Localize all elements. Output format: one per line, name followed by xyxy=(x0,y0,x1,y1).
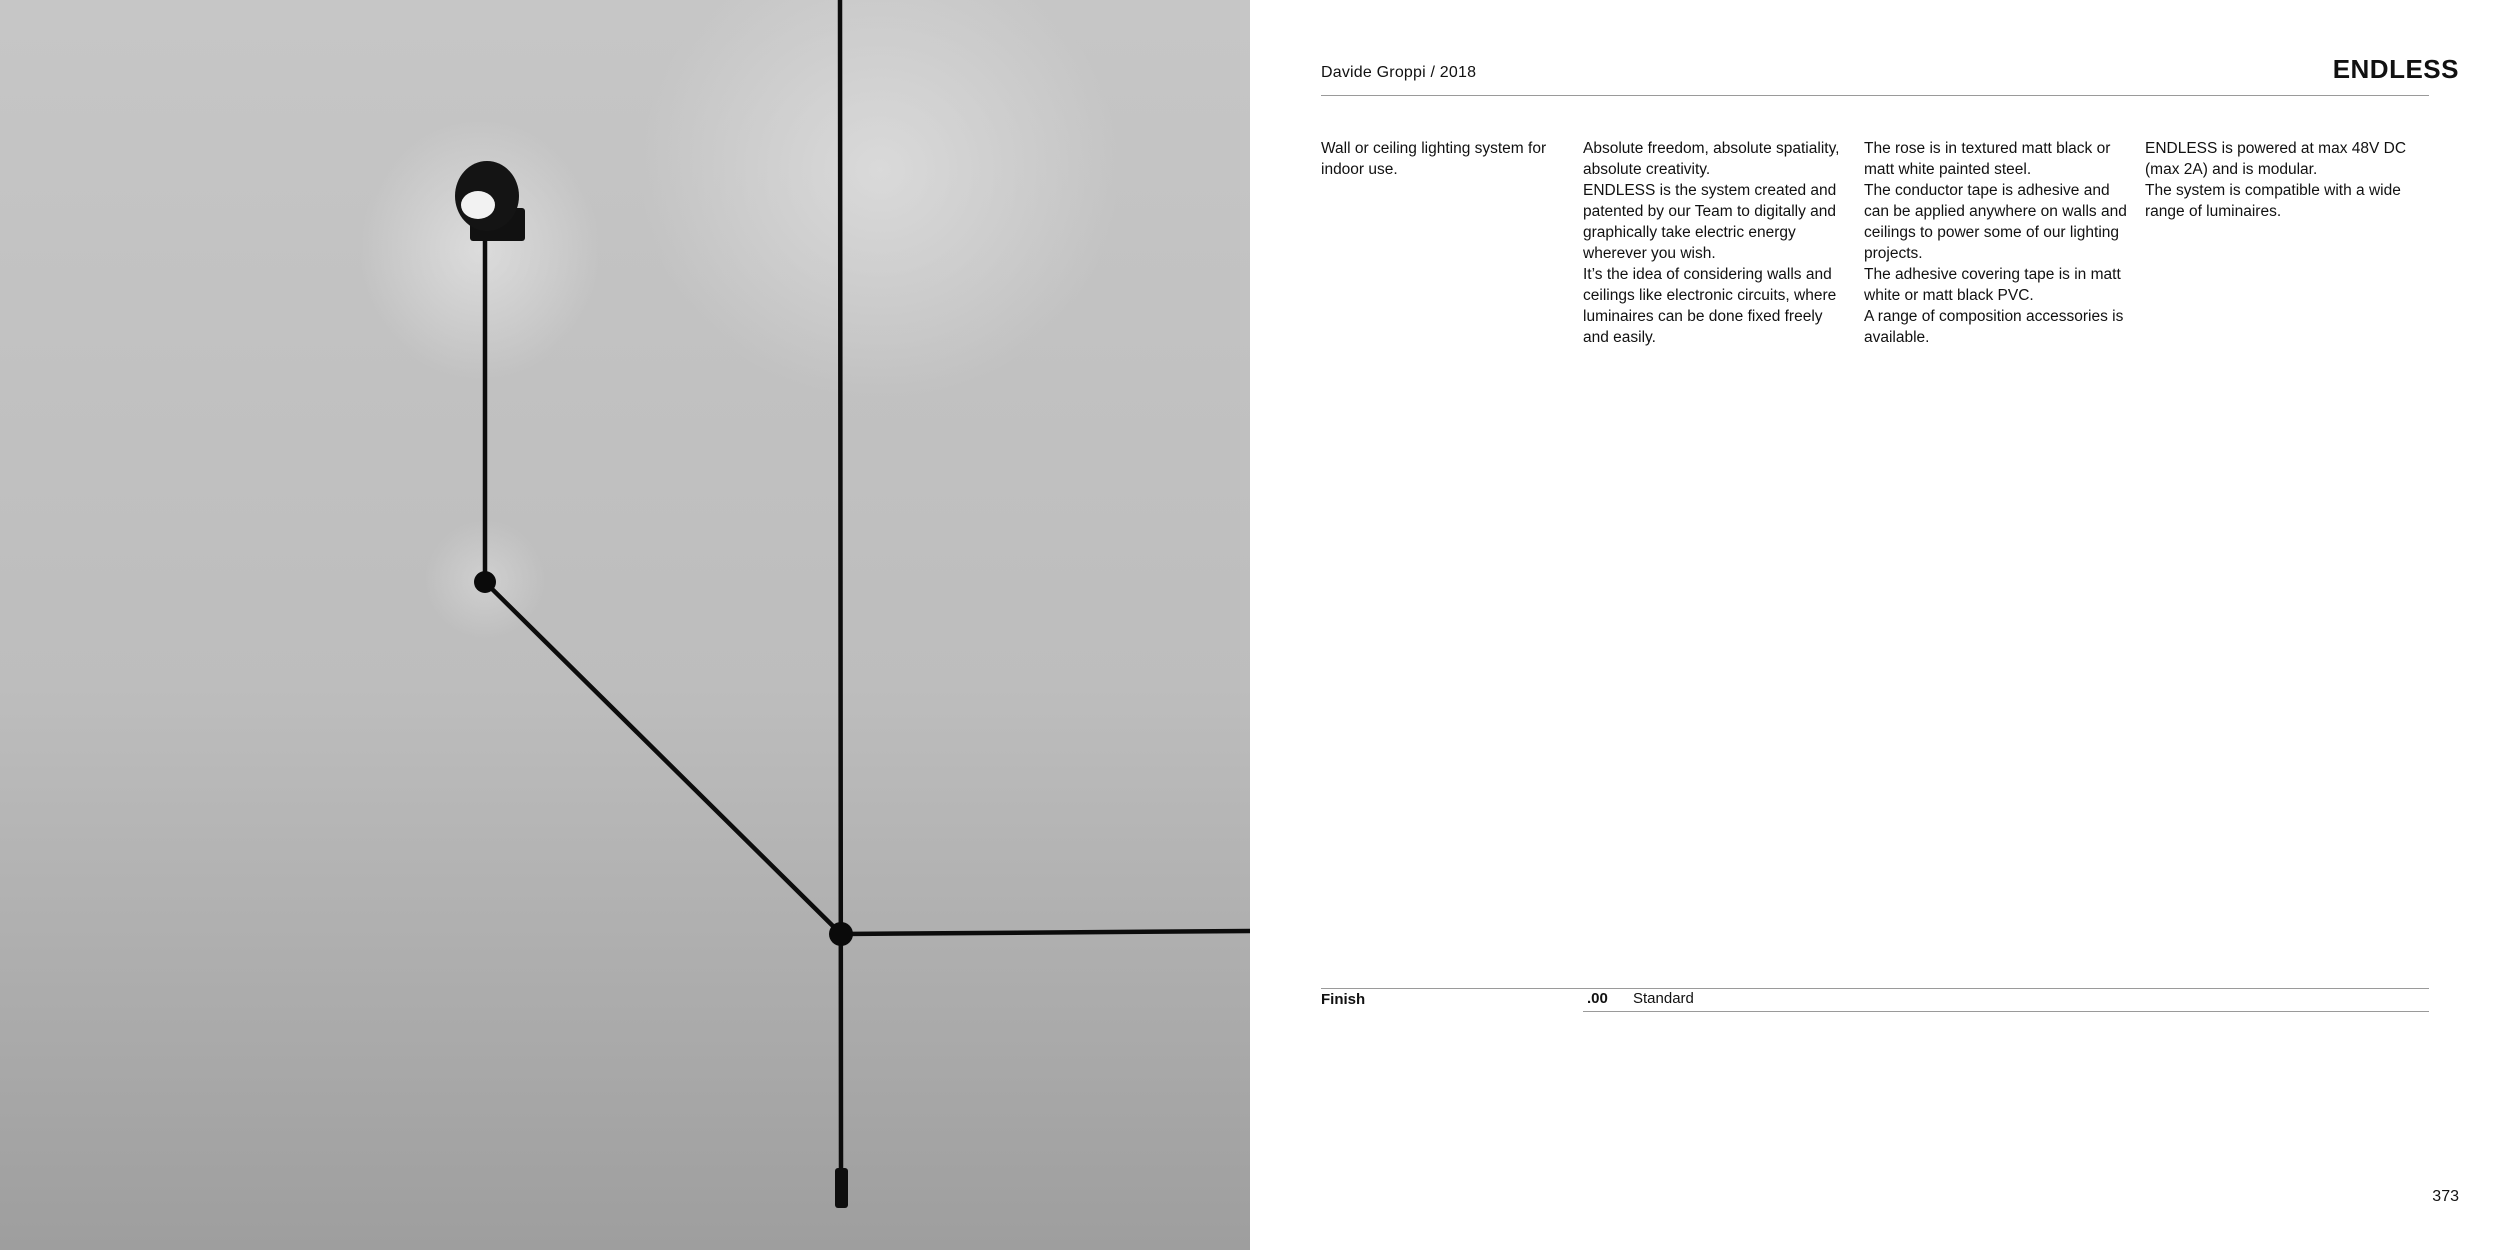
designer-credit: Davide Groppi / 2018 xyxy=(1321,64,1477,81)
finish-bottom-divider xyxy=(1583,1011,2429,1012)
description-paragraph: The conductor tape is adhesive and can be applied anywhere on walls and ceilings to power some of our lighting projects. xyxy=(1864,182,2127,262)
description-paragraph: Wall or ceiling lighting system for indoor use. xyxy=(1321,140,1547,178)
description-paragraph: The system is compatible with a wide range of luminaires. xyxy=(2145,182,2401,220)
description-paragraph: The rose is in textured matt black or matt white painted steel. xyxy=(1864,140,2111,178)
finish-top-divider xyxy=(1321,988,2429,989)
description-paragraph: Absolute freedom, absolute spatiality, absolute creativity. xyxy=(1583,140,1840,178)
description-paragraph: A range of composition accessories is available. xyxy=(1864,308,2124,346)
description-column-3 xyxy=(1864,138,2129,348)
product-info-page xyxy=(1250,0,2500,1250)
description-paragraph: ENDLESS is the system created and patented by our Team to digitally and graphically take electric energy wherever you wish. xyxy=(1583,182,1837,262)
description-column-4 xyxy=(2145,138,2415,222)
description-paragraph: ENDLESS is powered at max 48V DC (max 2A) and is modular. xyxy=(2145,140,2407,178)
description-paragraph: It’s the idea of considering walls and ceilings like electronic circuits, where luminaires can be done fixed freely and easily. xyxy=(1583,266,1837,346)
description-column-2 xyxy=(1583,138,1848,348)
finish-code: .00 xyxy=(1587,990,1608,1007)
product-title: ENDLESS xyxy=(2332,54,2459,84)
description-paragraph: The adhesive covering tape is in matt white or matt black PVC. xyxy=(1864,266,2121,304)
header-divider xyxy=(1321,95,2429,96)
page-number: 373 xyxy=(2432,1188,2459,1205)
finish-name: Standard xyxy=(1633,990,1694,1007)
end-cap xyxy=(835,1168,848,1208)
description-column-1 xyxy=(1321,138,1561,180)
finish-label: Finish xyxy=(1321,991,1366,1008)
